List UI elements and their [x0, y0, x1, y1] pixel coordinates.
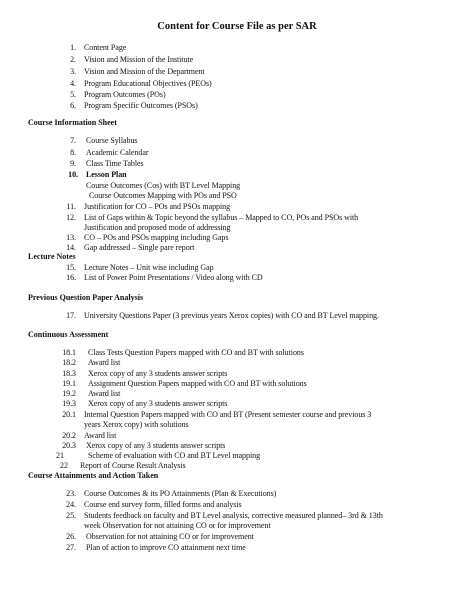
item-text: Lecture Notes – Unit wise including Gap [84, 263, 214, 272]
item-number: 24. [66, 500, 76, 509]
section-heading-attainments: Course Attainments and Action Taken [28, 471, 159, 480]
item-text: Justification for CO – POs and PSOs mapping [84, 202, 231, 211]
item-number: 18.3 [62, 369, 76, 378]
item-number: 25. [66, 511, 76, 520]
item-number: 11. [66, 202, 76, 211]
item-number: 26. [66, 532, 76, 541]
item-number: 17. [66, 311, 76, 320]
item-text: Class Time Tables [86, 159, 144, 168]
item-text: Program Specific Outcomes (PSOs) [84, 101, 198, 110]
section-heading-previous-qp: Previous Question Paper Analysis [28, 293, 144, 302]
item-number: 9. [70, 159, 76, 168]
item-text: Vision and Mission of the Institute [84, 55, 194, 64]
item-number: 16. [66, 273, 76, 282]
item-number: 12. [66, 213, 76, 222]
item-text: Assignment Question Papers mapped with CO and BT with solutions [88, 379, 307, 388]
item-number: 18.1 [62, 348, 76, 357]
item-number: 18.2 [62, 358, 76, 367]
item-number: 4. [70, 79, 76, 88]
item-text: Class Tests Question Papers mapped with CO and BT with solutions [88, 348, 304, 357]
item-text: Program Outcomes (POs) [84, 90, 166, 99]
item-text: List of Gaps within & Topic beyond the syllabus – Mapped to CO, POs and PSOs with [84, 213, 359, 222]
item-text: Course end survey form, filled forms and analysis [84, 500, 242, 509]
item-number: 23. [66, 489, 76, 498]
item-text: Lesson Plan [86, 170, 127, 179]
item-text: Academic Calendar [86, 148, 149, 157]
item-number: 10. [68, 170, 78, 179]
item-number: 1. [70, 43, 76, 52]
item-number: 22 [60, 461, 68, 470]
item-number: 19.2 [62, 389, 76, 398]
item-text: Course Syllabus [86, 136, 138, 145]
item-number: 6. [70, 101, 76, 110]
item-number: 3. [70, 67, 76, 76]
item-number: 20.1 [62, 410, 76, 419]
item-text: Award list [84, 431, 117, 440]
item-text: Justification and proposed mode of addressing [84, 223, 231, 232]
item-text: List of Power Point Presentations / Video along with CD [84, 273, 263, 282]
item-text: Internal Question Papers mapped with CO and BT (Present semester course and previous 3 [84, 410, 372, 419]
section-heading-continuous-assessment: Continuous Assessment [28, 330, 109, 339]
item-text: University Questions Paper (3 previous years Xerox copies) with CO and BT Level mapping. [84, 311, 379, 320]
item-text: Award list [88, 358, 121, 367]
item-text: Report of Course Result Analysis [80, 461, 186, 470]
item-text: Vision and Mission of the Department [84, 67, 205, 76]
page-title: Content for Course File as per SAR [157, 21, 317, 32]
item-text: Xerox copy of any 3 students answer scripts [88, 369, 228, 378]
item-text: Course Outcomes Mapping with POs and PSO [89, 191, 237, 200]
section-heading-course-info: Course Information Sheet [28, 118, 117, 127]
item-number: 27. [66, 543, 76, 552]
item-text: Course Outcomes & its PO Attainments (Plan & Executions) [84, 489, 277, 498]
item-number: 7. [70, 136, 76, 145]
item-number: 19.1 [62, 379, 76, 388]
item-text: Scheme of evaluation with CO and BT Level mapping [88, 451, 261, 460]
item-text: Gap addressed – Single pare report [84, 243, 195, 252]
item-text: Award list [88, 389, 121, 398]
item-text: CO – POs and PSOs mapping including Gaps [84, 233, 229, 242]
item-text: Content Page [84, 43, 127, 52]
item-text: Observation for not attaining CO or for improvement [86, 532, 254, 541]
item-text: Xerox copy of any 3 students answer scripts [88, 399, 228, 408]
item-number: 19.3 [62, 399, 76, 408]
item-text: years Xerox copy) with solutions [84, 420, 189, 429]
section-heading-lecture-notes: Lecture Notes [28, 252, 76, 261]
item-text: Xerox copy of any 3 students answer scripts [86, 441, 226, 450]
item-text: Students feedback on faculty and BT Level analysis, corrective measured planned– 3rd & 13th [84, 511, 383, 520]
item-number: 21 [56, 451, 64, 460]
item-text: week Observation for not attaining CO or for improvement [84, 521, 271, 530]
item-number: 14. [66, 243, 76, 252]
item-number: 15. [66, 263, 76, 272]
item-number: 20.3 [62, 441, 76, 450]
item-number: 2. [70, 55, 76, 64]
item-number: 5. [70, 90, 76, 99]
item-text: Plan of action to improve CO attainment next time [86, 543, 246, 552]
item-number: 8. [70, 148, 76, 157]
item-number: 13. [66, 233, 76, 242]
item-number: 20.2 [62, 431, 76, 440]
item-text: Course Outcomes (Cos) with BT Level Mapping [86, 181, 241, 190]
item-text: Program Educational Objectives (PEOs) [84, 79, 212, 88]
